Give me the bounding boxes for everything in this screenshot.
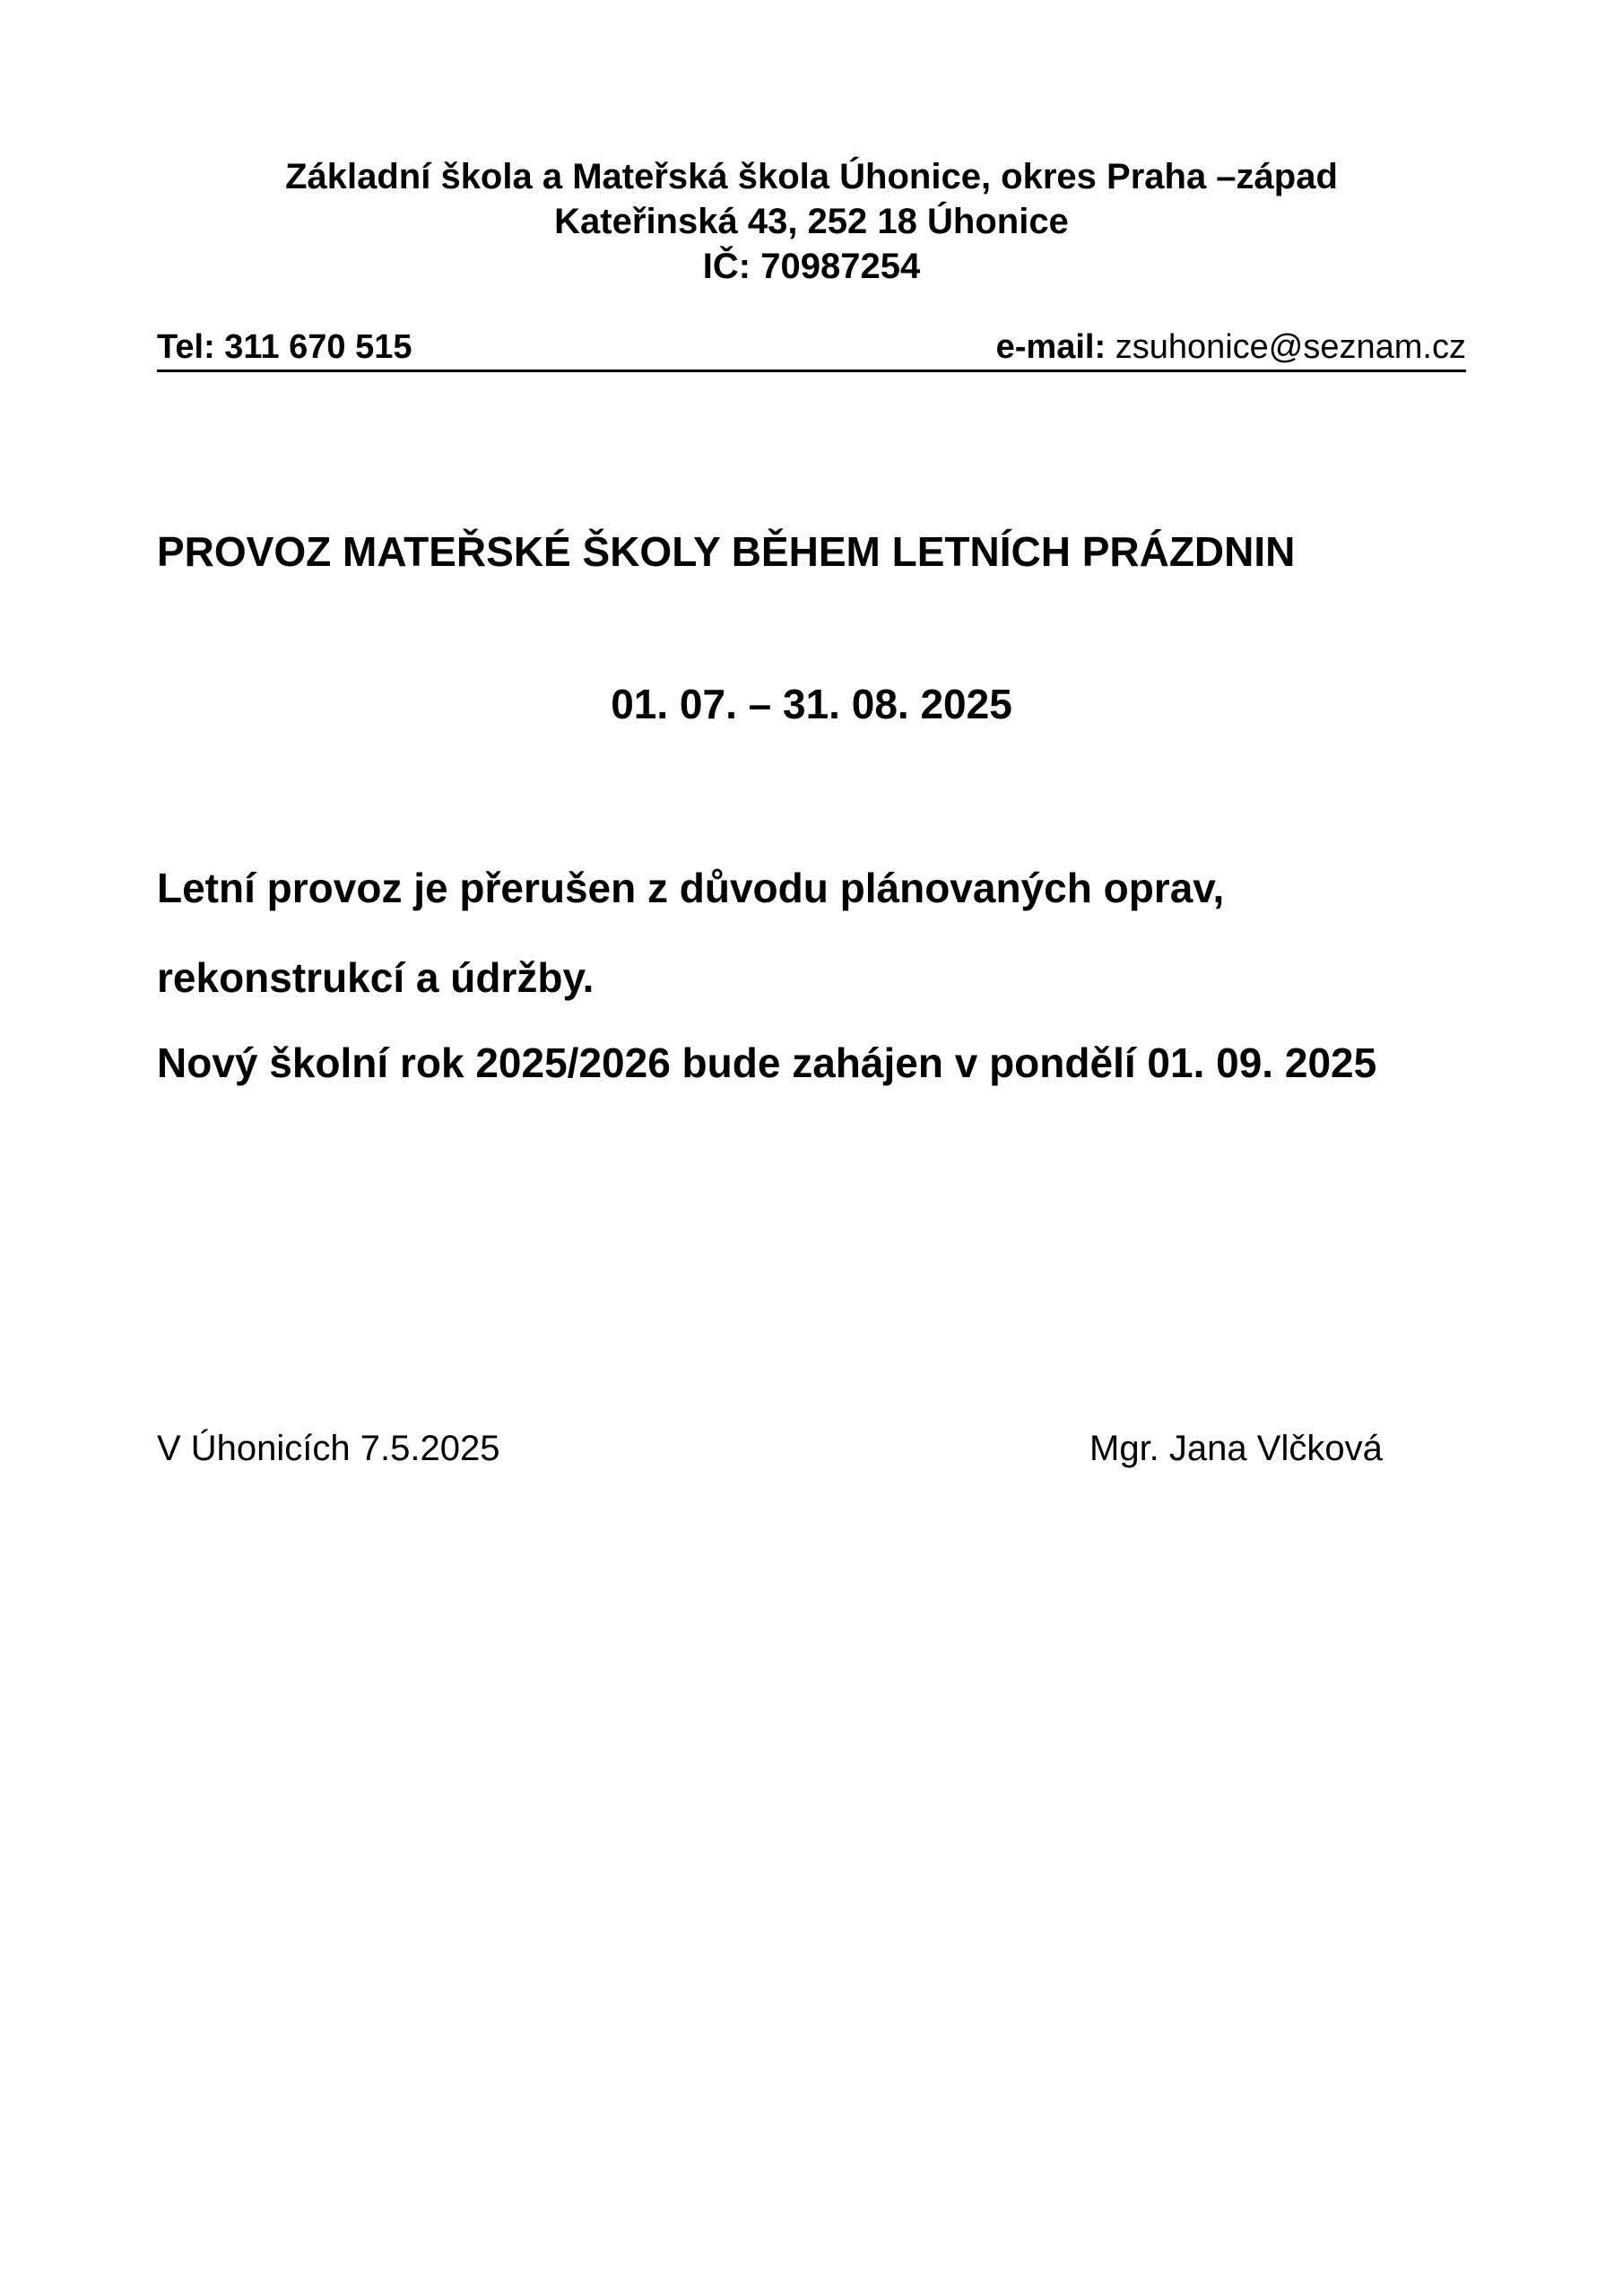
school-id: IČ: 70987254 bbox=[702, 247, 921, 286]
date-range: 01. 07. – 31. 08. 2025 bbox=[611, 681, 1012, 727]
phone-number: Tel: 311 670 515 bbox=[157, 328, 412, 366]
email-label: e-mail: bbox=[995, 328, 1107, 366]
contact-row bbox=[157, 325, 1466, 372]
email-address: zsuhonice@seznam.cz bbox=[1115, 328, 1466, 366]
notice-paragraph-line-2: rekonstrukcí a údržby. bbox=[157, 954, 595, 1001]
email-contact bbox=[996, 325, 1466, 370]
school-address: Kateřinská 43, 252 18 Úhonice bbox=[554, 202, 1069, 241]
signatory-name: Mgr. Jana Vlčková bbox=[1089, 1429, 1383, 1468]
school-name: Základní škola a Mateřská škola Úhonice, okres Praha –západ bbox=[285, 157, 1338, 196]
notice-paragraph-line-3: Nový školní rok 2025/2026 bude zahájen v pondělí 01. 09. 2025 bbox=[157, 1039, 1377, 1086]
notice-paragraph-line-1: Letní provoz je přerušen z důvodu plánovaných oprav, bbox=[157, 865, 1225, 911]
place-and-date: V Úhonicích 7.5.2025 bbox=[157, 1429, 500, 1468]
notice-title: PROVOZ MATEŘSKÉ ŠKOLY BĚHEM LETNÍCH PRÁZDNIN bbox=[157, 528, 1296, 575]
school-header bbox=[0, 154, 1623, 289]
